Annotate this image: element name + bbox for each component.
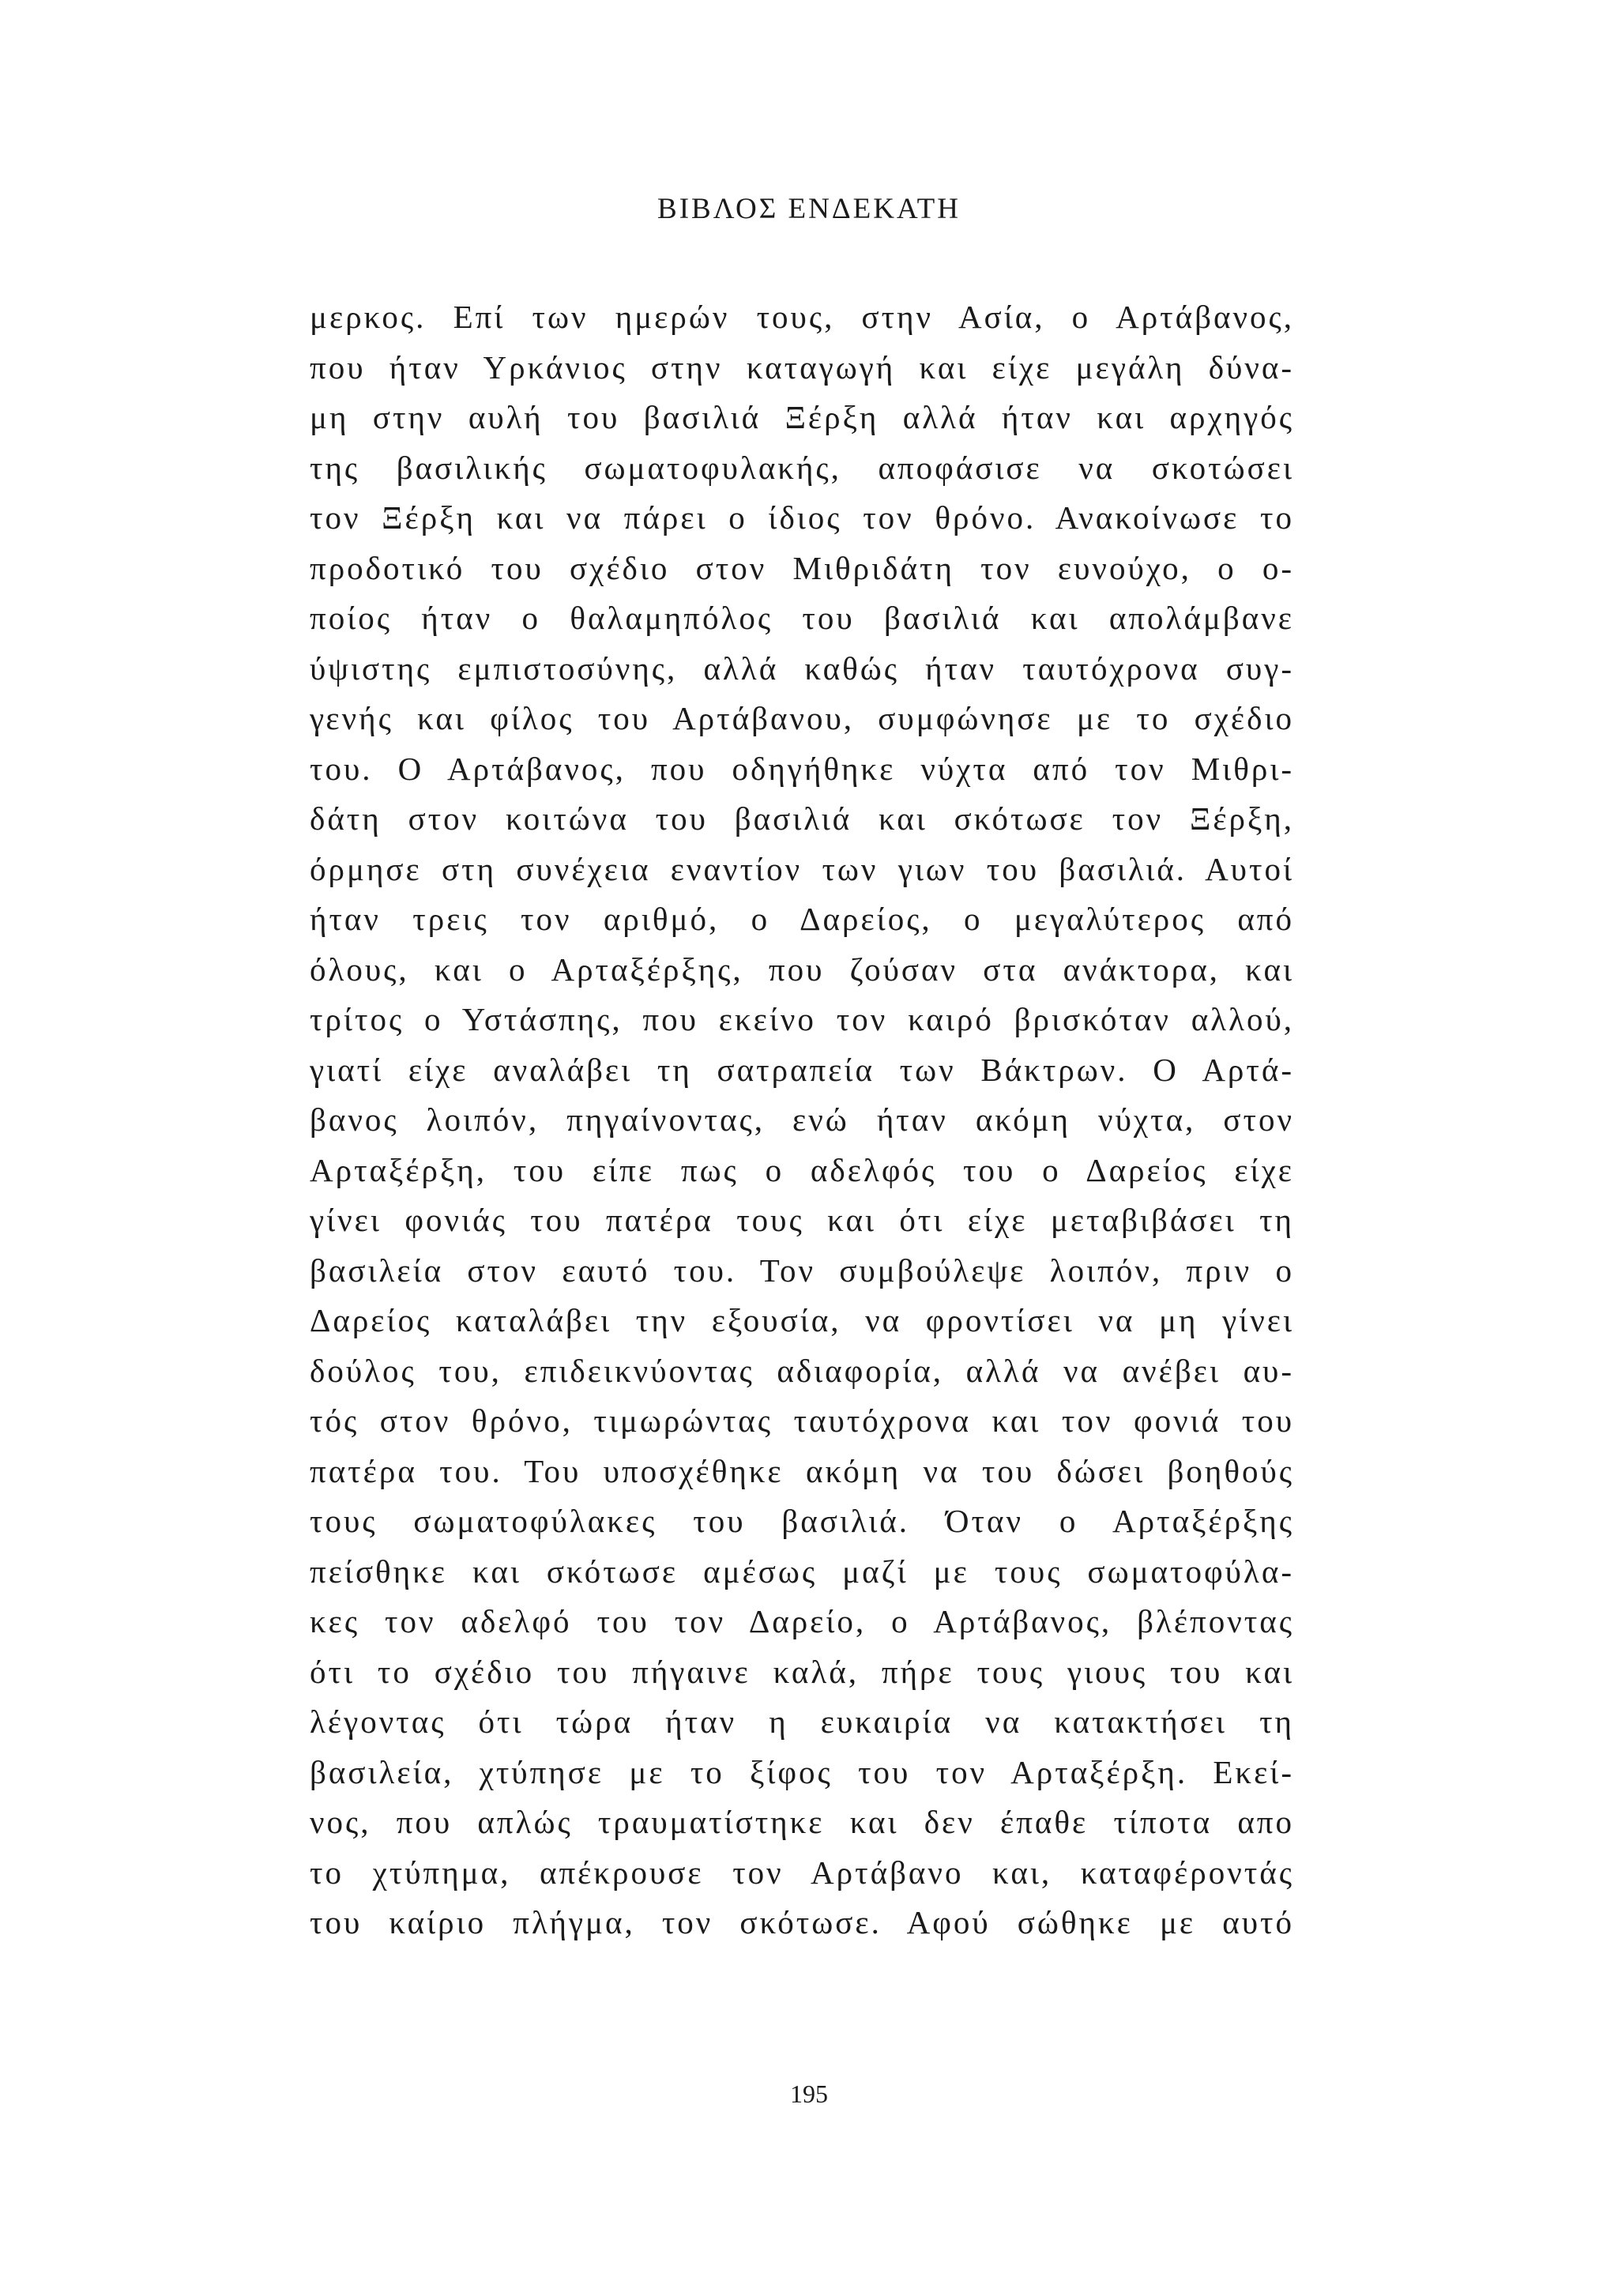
text-line: το χτύπημα, απέκρουσε τον Αρτάβανο και, καταφέροντάς: [310, 1854, 1294, 1891]
text-line: κες τον αδελφό του τον Δαρείο, ο Αρτάβανος, βλέποντας: [310, 1603, 1294, 1639]
text-line: προδοτικό του σχέδιο στον Μιθριδάτη τον ευνούχο, ο ο-: [310, 549, 1294, 586]
text-line: τός στον θρόνο, τιμωρώντας ταυτόχρονα και τον φονιά του: [310, 1402, 1294, 1439]
text-line: πείσθηκε και σκότωσε αμέσως μαζί με τους σωματοφύλα-: [310, 1553, 1294, 1590]
text-line: γίνει φονιάς του πατέρα τους και ότι είχε μεταβιβάσει τη: [310, 1202, 1294, 1238]
text-line: δούλος του, επιδεικνύοντας αδιαφορία, αλλά να ανέβει αυ-: [310, 1352, 1294, 1389]
page-number: 195: [790, 2080, 828, 2108]
text-line: δάτη στον κοιτώνα του βασιλιά και σκότωσε τον Ξέρξη,: [310, 800, 1294, 837]
text-line: βανος λοιπόν, πηγαίνοντας, ενώ ήταν ακόμη νύχτα, στον: [310, 1101, 1294, 1138]
text-line: μη στην αυλή του βασιλιά Ξέρξη αλλά ήταν και αρχηγός: [310, 399, 1294, 435]
text-line: ύψιστης εμπιστοσύνης, αλλά καθώς ήταν ταυτόχρονα συγ-: [310, 649, 1294, 687]
text-line: μερκος. Επί των ημερών τους, στην Ασία, ο Αρτάβανος,: [310, 299, 1294, 335]
text-line: του. Ο Αρτάβανος, που οδηγήθηκε νύχτα από τον Μιθρι-: [310, 750, 1294, 787]
text-line: ποίος ήταν ο θαλαμηπόλος του βασιλιά και απολάμβανε: [310, 600, 1294, 636]
text-line: βασιλεία, χτύπησε με το ξίφος του τον Αρταξέρξη. Εκεί-: [310, 1753, 1294, 1790]
running-head: ΒΙΒΛΟΣ ΕΝΔΕΚΑΤΗ: [657, 193, 961, 225]
text-line: της βασιλικής σωματοφυλακής, αποφάσισε να σκοτώσει: [310, 449, 1294, 486]
text-line: τρίτος ο Υστάσπης, που εκείνο τον καιρό βρισκόταν αλλού,: [310, 1001, 1294, 1037]
text-line: ότι το σχέδιο του πήγαινε καλά, πήρε τους γιους του και: [310, 1653, 1294, 1690]
text-line: Αρταξέρξη, του είπε πως ο αδελφός του ο Δαρείος είχε: [310, 1151, 1294, 1188]
text-line: βασιλεία στον εαυτό του. Τον συμβούλεψε λοιπόν, πριν ο: [310, 1252, 1294, 1289]
text-line: τον Ξέρξη και να πάρει ο ίδιος τον θρόνο. Ανακοίνωσε το: [310, 499, 1294, 536]
text-line: γιατί είχε αναλάβει τη σατραπεία των Βάκτρων. Ο Αρτά-: [310, 1051, 1294, 1088]
text-line: πατέρα του. Του υποσχέθηκε ακόμη να του δώσει βοηθούς: [310, 1452, 1294, 1489]
text-line: όρμησε στη συνέχεια εναντίον των γιων του βασιλιά. Αυτοί: [310, 850, 1294, 887]
text-line: ήταν τρεις τον αριθμό, ο Δαρείος, ο μεγαλύτερος από: [310, 901, 1294, 937]
text-line: γενής και φίλος του Αρτάβανου, συμφώνησε με το σχέδιο: [310, 700, 1294, 736]
text-line: που ήταν Υρκάνιος στην καταγωγή και είχε μεγάλη δύνα-: [310, 348, 1294, 386]
text-line: όλους, και ο Αρταξέρξης, που ζούσαν στα ανάκτορα, και: [310, 950, 1294, 988]
text-line: του καίριο πλήγμα, τον σκότωσε. Αφού σώθηκε με αυτό: [310, 1904, 1294, 1940]
text-line: νος, που απλώς τραυματίστηκε και δεν έπαθε τίποτα απο: [310, 1804, 1294, 1840]
body-text: [310, 292, 1294, 1948]
text-line: λέγοντας ότι τώρα ήταν η ευκαιρία να κατακτήσει τη: [310, 1703, 1294, 1740]
text-line: Δαρείος καταλάβει την εξουσία, να φροντίσει να μη γίνει: [310, 1302, 1294, 1338]
text-line: τους σωματοφύλακες του βασιλιά. Όταν ο Αρταξέρξης: [310, 1503, 1294, 1539]
